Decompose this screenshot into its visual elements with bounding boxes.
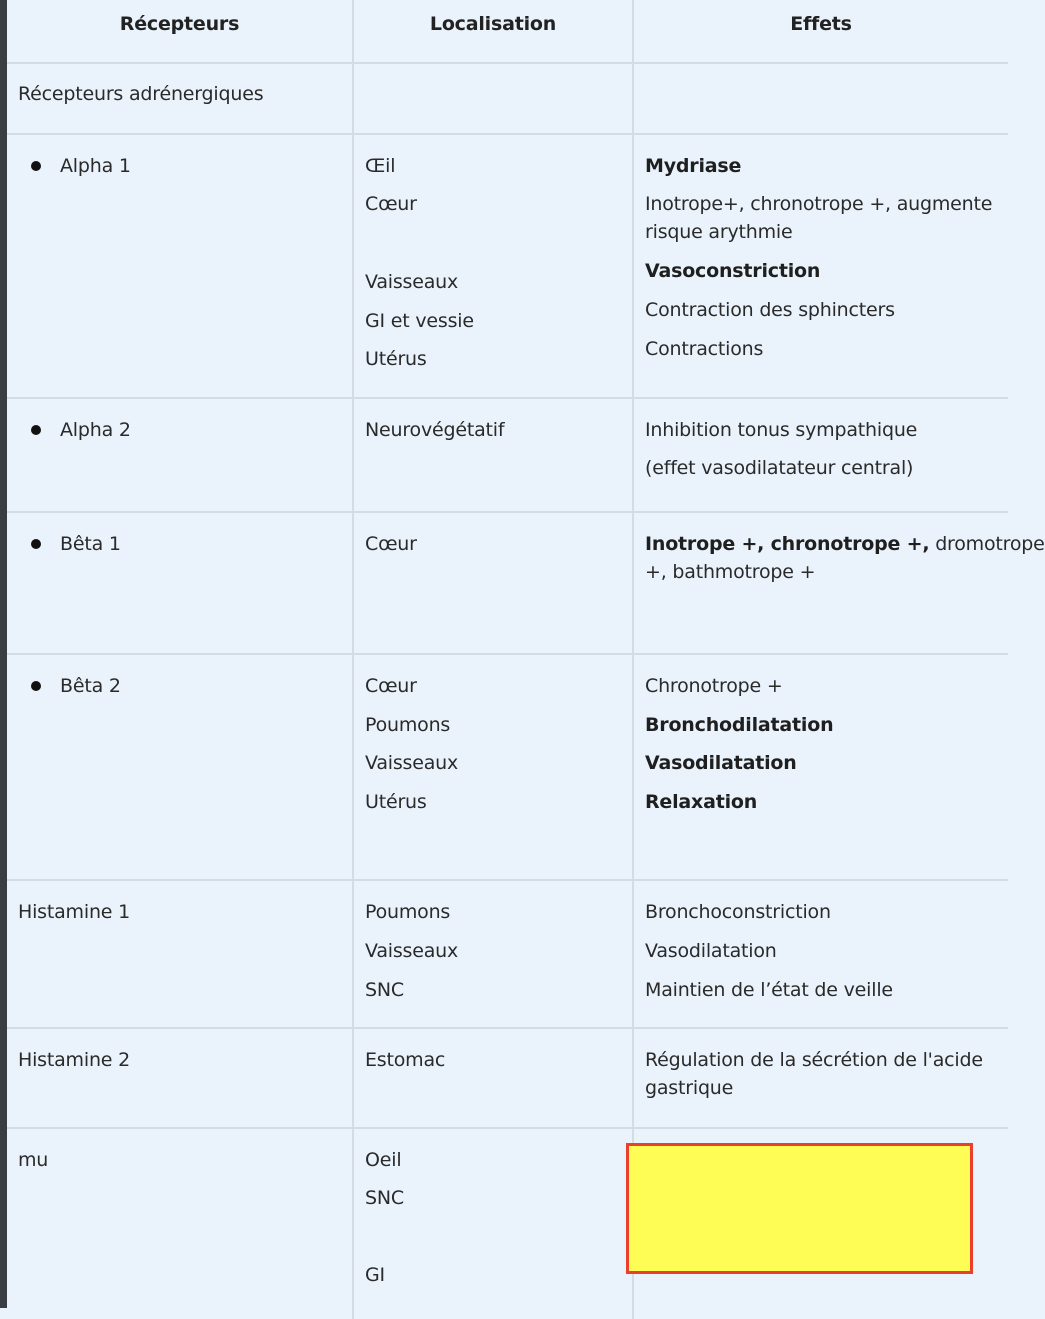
localisation-item: Vaisseaux	[365, 940, 459, 962]
receptor-cell	[7, 881, 354, 1027]
effet-item: Bronchodilatation	[645, 714, 834, 736]
localisation-item: Oeil	[365, 1149, 402, 1171]
effet-item: +, bathmotrope +	[645, 561, 816, 583]
localisation-item: SNC	[365, 979, 404, 1001]
effet-item: Relaxation	[645, 791, 758, 813]
receptor-label: Bêta 1	[60, 533, 121, 555]
localisation-item: SNC	[365, 1187, 404, 1209]
header-cell-localisation	[354, 0, 634, 62]
receptor-cell	[7, 135, 354, 397]
localisation-item: Vaisseaux	[365, 271, 459, 293]
localisation-cell	[354, 513, 634, 653]
receptor-label: Histamine 1	[18, 901, 131, 923]
localisation-item: Cœur	[365, 533, 417, 555]
effet-item: Chronotrope +	[645, 675, 783, 697]
table-header-row	[7, 0, 1008, 64]
localisation-cell	[354, 655, 634, 879]
effets-cell	[634, 881, 1008, 1027]
effets-cell	[634, 399, 1008, 511]
effet-item: Bronchoconstriction	[645, 901, 831, 923]
localisation-item: Estomac	[365, 1049, 446, 1071]
receptor-cell	[7, 513, 354, 653]
effet-item: Contractions	[645, 338, 764, 360]
table-row-alpha2	[7, 399, 1008, 513]
localisation-item: Utérus	[365, 791, 427, 813]
receptor-label: Histamine 2	[18, 1049, 131, 1071]
table-row-histamine2	[7, 1029, 1008, 1129]
effet-item: gastrique	[645, 1077, 734, 1099]
receptor-label: Alpha 1	[60, 155, 131, 177]
localisation-item: GI	[365, 1264, 385, 1286]
receptors-table	[7, 0, 1045, 1319]
localisation-cell	[354, 881, 634, 1027]
localisation-item: Cœur	[365, 193, 417, 215]
header-cell-effets	[634, 0, 1008, 62]
header-effets: Effets	[790, 13, 852, 35]
localisation-cell	[354, 135, 634, 397]
receptor-cell	[7, 655, 354, 879]
effet-item: (effet vasodilatateur central)	[645, 457, 914, 479]
receptor-label: mu	[18, 1149, 49, 1171]
effets-cell	[634, 655, 1008, 879]
localisation-item: GI et vessie	[365, 310, 474, 332]
localisation-item: Œil	[365, 155, 396, 177]
receptor-cell	[7, 64, 354, 133]
effet-item: Mydriase	[645, 155, 742, 177]
bullet-icon	[31, 161, 41, 171]
window-left-border	[0, 0, 7, 1308]
effets-cell	[634, 64, 1008, 133]
bullet-icon	[31, 539, 41, 549]
localisation-item: Cœur	[365, 675, 417, 697]
receptor-cell	[7, 399, 354, 511]
redaction-highlight-box	[626, 1143, 973, 1274]
effets-cell	[634, 135, 1008, 397]
localisation-item: Utérus	[365, 348, 427, 370]
localisation-item: Poumons	[365, 714, 451, 736]
receptor-cell	[7, 1029, 354, 1127]
table-row-beta1	[7, 513, 1045, 655]
localisation-cell	[354, 1029, 634, 1127]
localisation-cell	[354, 399, 634, 511]
effet-item: risque arythmie	[645, 221, 793, 243]
effet-line	[645, 530, 1045, 558]
effet-item: Vasodilatation	[645, 940, 777, 962]
table-row-histamine1	[7, 881, 1008, 1029]
effets-cell	[634, 513, 1045, 653]
effet-rest-part: dromotrope	[929, 533, 1045, 555]
effets-cell	[634, 1029, 1008, 1127]
bullet-icon	[31, 425, 41, 435]
localisation-item: Vaisseaux	[365, 752, 459, 774]
table-row-alpha1	[7, 135, 1008, 399]
effet-item: Inhibition tonus sympathique	[645, 419, 918, 441]
receptor-label: Bêta 2	[60, 675, 121, 697]
effet-item: Maintien de l’état de veille	[645, 979, 893, 1001]
effet-bold-part: Inotrope +, chronotrope +,	[645, 533, 930, 555]
effet-item: Inotrope+, chronotrope +, augmente	[645, 193, 993, 215]
effet-item: Contraction des sphincters	[645, 299, 895, 321]
effet-item: Vasodilatation	[645, 752, 797, 774]
header-cell-recepteurs	[7, 0, 354, 62]
receptor-cell	[7, 1129, 354, 1319]
localisation-cell	[354, 1129, 634, 1319]
receptor-label: Récepteurs adrénergiques	[18, 83, 264, 105]
bullet-icon	[31, 681, 41, 691]
effet-item: Vasoconstriction	[645, 260, 821, 282]
table-row-adrenergiques	[7, 64, 1008, 135]
localisation-item: Neurovégétatif	[365, 419, 505, 441]
receptor-label: Alpha 2	[60, 419, 131, 441]
localisation-cell	[354, 64, 634, 133]
header-localisation: Localisation	[429, 13, 557, 35]
table-row-beta2	[7, 655, 1008, 881]
header-recepteurs: Récepteurs	[119, 13, 240, 35]
effet-item: Régulation de la sécrétion de l'acide	[645, 1049, 983, 1071]
localisation-item: Poumons	[365, 901, 451, 923]
